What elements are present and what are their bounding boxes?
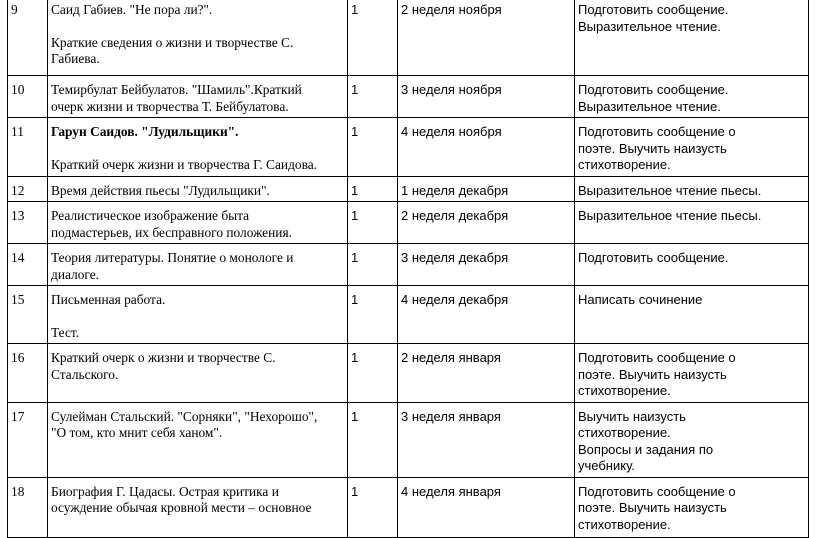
- homework-line: Подготовить сообщение о: [578, 350, 736, 365]
- table-row: [8, 286, 809, 344]
- topic-line: "О том, кто мнит себя ханом".: [51, 425, 223, 440]
- lesson-homework: [575, 202, 809, 244]
- table-row: [8, 118, 809, 177]
- lesson-homework: [575, 176, 809, 202]
- lesson-number: 12: [8, 176, 48, 202]
- lesson-homework: [575, 118, 809, 177]
- lesson-topic: [48, 244, 348, 286]
- lesson-topic: [48, 286, 348, 344]
- topic-line: Темирбулат Бейбулатов. "Шамиль".Краткий: [51, 82, 302, 97]
- lesson-hours: 1: [348, 477, 398, 537]
- lesson-topic: [48, 344, 348, 403]
- topic-line: Габиева.: [51, 51, 100, 66]
- lesson-number: 16: [8, 344, 48, 403]
- homework-line: Подготовить сообщение.: [578, 2, 729, 17]
- homework-line: стихотворение.: [578, 516, 671, 532]
- lesson-hours: 1: [348, 118, 398, 177]
- topic-line: Сулейман Стальский. "Сорняки", "Нехорошо",: [51, 408, 318, 424]
- topic-line: Краткий очерк о жизни и творчестве С.: [51, 350, 276, 365]
- lesson-week: 3 неделя декабря: [398, 244, 575, 286]
- topic-line: Краткий очерк жизни и творчества Г. Саидова.: [51, 156, 318, 172]
- homework-line: Подготовить сообщение о: [578, 124, 736, 139]
- homework-line: Вопросы и задания по: [578, 441, 714, 457]
- lesson-hours: 1: [348, 76, 398, 118]
- table-row: [8, 402, 809, 477]
- topic-line: Гарун Саидов. "Лудильщики".: [51, 124, 239, 139]
- lesson-homework: [575, 76, 809, 118]
- homework-line: Выразительное чтение.: [578, 18, 721, 34]
- lesson-homework: [575, 344, 809, 403]
- table-row: [8, 244, 809, 286]
- topic-line: Тест.: [51, 324, 80, 340]
- topic-line: осуждение обычая кровной мести – основное: [51, 500, 312, 515]
- lesson-hours: 1: [348, 176, 398, 202]
- lesson-week: 1 неделя декабря: [398, 176, 575, 202]
- homework-line: Подготовить сообщение.: [578, 250, 729, 265]
- lesson-week: 4 неделя декабря: [398, 286, 575, 344]
- table-row: [8, 202, 809, 244]
- lesson-number: 18: [8, 477, 48, 537]
- table-row: [8, 344, 809, 403]
- lesson-hours: 1: [348, 0, 398, 76]
- homework-line: Выразительное чтение пьесы.: [578, 208, 762, 223]
- homework-line: поэте. Выучить наизусть: [578, 366, 727, 382]
- lesson-topic: [48, 118, 348, 177]
- table-row: [8, 477, 809, 537]
- table-row: [8, 176, 809, 202]
- lesson-plan-table: [7, 0, 809, 538]
- lesson-number: 14: [8, 244, 48, 286]
- homework-line: Подготовить сообщение о: [578, 483, 736, 499]
- homework-line: Выразительное чтение.: [578, 98, 721, 114]
- lesson-number: 13: [8, 202, 48, 244]
- homework-line: учебнику.: [578, 458, 635, 473]
- homework-line: стихотворение.: [578, 425, 671, 440]
- lesson-hours: 1: [348, 286, 398, 344]
- homework-line: стихотворение.: [578, 157, 671, 172]
- table-row: [8, 0, 809, 76]
- topic-line: очерк жизни и творчества Т. Бейбулатова.: [51, 98, 289, 114]
- table-row: [8, 76, 809, 118]
- lesson-topic: [48, 176, 348, 202]
- lesson-number: 9: [8, 0, 48, 76]
- topic-line: Время действия пьесы "Лудильщики".: [51, 182, 270, 198]
- homework-line: стихотворение.: [578, 383, 671, 398]
- homework-line: Выучить наизусть: [578, 408, 686, 424]
- topic-line: Стальского.: [51, 366, 119, 382]
- topic-line: Биография Г. Цадасы. Острая критика и: [51, 483, 279, 499]
- topic-line: подмастерьев, их бесправного положения.: [51, 224, 292, 240]
- topic-line: Саид Габиев. "Не пора ли?".: [51, 2, 213, 17]
- lesson-week: 4 неделя ноября: [398, 118, 575, 177]
- lesson-homework: [575, 286, 809, 344]
- lesson-week: 2 неделя декабря: [398, 202, 575, 244]
- topic-line: диалоге.: [51, 266, 100, 282]
- lesson-topic: [48, 76, 348, 118]
- homework-line: Выразительное чтение пьесы.: [578, 182, 762, 198]
- lesson-week: 3 неделя января: [398, 402, 575, 477]
- homework-line: поэте. Выучить наизусть: [578, 140, 727, 156]
- topic-line: Теория литературы. Понятие о монологе и: [51, 250, 294, 265]
- lesson-week: 3 неделя ноября: [398, 76, 575, 118]
- lesson-hours: 1: [348, 402, 398, 477]
- lesson-hours: 1: [348, 202, 398, 244]
- lesson-number: 11: [8, 118, 48, 177]
- lesson-number: 17: [8, 402, 48, 477]
- lesson-homework: [575, 402, 809, 477]
- lesson-hours: 1: [348, 244, 398, 286]
- homework-line: Подготовить сообщение.: [578, 82, 729, 97]
- lesson-homework: [575, 244, 809, 286]
- topic-line: Краткие сведения о жизни и творчестве С.: [51, 34, 294, 50]
- lesson-topic: [48, 0, 348, 76]
- lesson-homework: [575, 477, 809, 537]
- lesson-week: 4 неделя января: [398, 477, 575, 537]
- topic-line: Письменная работа.: [51, 292, 166, 307]
- lesson-topic: [48, 402, 348, 477]
- homework-line: Написать сочинение: [578, 292, 703, 307]
- lesson-week: 2 неделя ноября: [398, 0, 575, 76]
- lesson-topic: [48, 202, 348, 244]
- lesson-topic: [48, 477, 348, 537]
- lesson-number: 10: [8, 76, 48, 118]
- lesson-week: 2 неделя января: [398, 344, 575, 403]
- homework-line: поэте. Выучить наизусть: [578, 500, 727, 515]
- topic-line: Реалистическое изображение быта: [51, 208, 250, 223]
- lesson-homework: [575, 0, 809, 76]
- lesson-number: 15: [8, 286, 48, 344]
- lesson-hours: 1: [348, 344, 398, 403]
